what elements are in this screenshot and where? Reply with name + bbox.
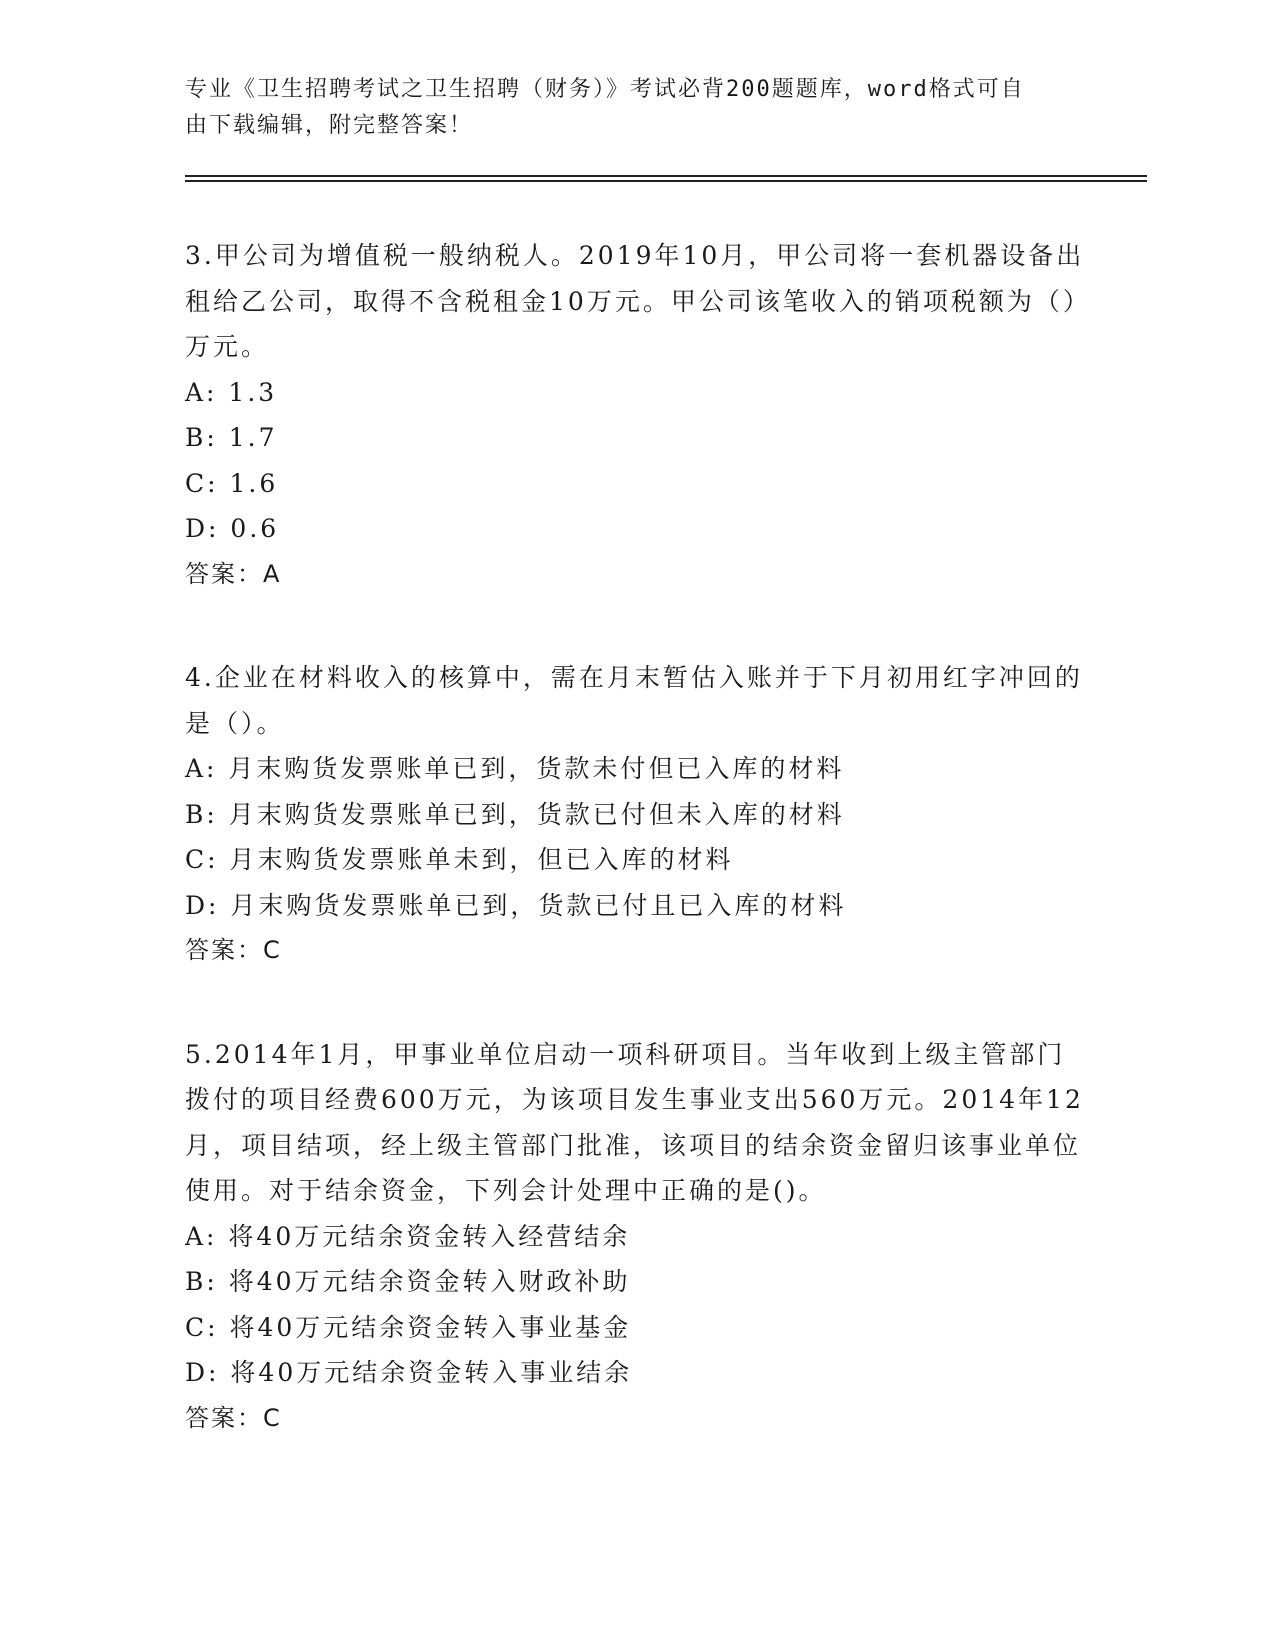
answer-label: 答案：C bbox=[185, 1403, 282, 1432]
question-stem: 3.甲公司为增值税一般纳税人。2019年10月，甲公司将一套机器设备出租给乙公司，取得不含税租金10万元。甲公司该笔收入的销项税额为（）万元。 bbox=[185, 241, 1085, 361]
question-stem: 4.企业在材料收入的核算中，需在月末暂估入账并于下月初用红字冲回的是（）。 bbox=[185, 663, 1083, 738]
question-stem: 5.2014年1月，甲事业单位启动一项科研项目。当年收到上级主管部门拨付的项目经费600万元，为该项目发生事业支出560万元。2014年12月，项目结项，经上级主管部门批准，该项目的结余资金留归该事业单位使用。对于结余资金，下列会计处理中正确的是()。 bbox=[185, 1039, 1084, 1205]
option-d: D: 0.6 bbox=[185, 514, 280, 543]
option-c: C: 1.6 bbox=[185, 468, 279, 498]
document-header bbox=[185, 72, 1065, 144]
option-c: C: 将40万元结余资金转入事业基金 bbox=[185, 1312, 632, 1342]
option-c: C: 月末购货发票账单未到，但已入库的材料 bbox=[185, 845, 734, 874]
header-line-2: 由下载编辑，附完整答案！ bbox=[185, 113, 474, 138]
header-divider-bottom bbox=[185, 180, 1147, 182]
question-list bbox=[185, 233, 1085, 1499]
question-4 bbox=[185, 655, 1085, 974]
option-a: A: 1.3 bbox=[185, 377, 278, 407]
question-3 bbox=[185, 233, 1085, 597]
answer-label: 答案：A bbox=[185, 559, 282, 588]
option-d: D: 将40万元结余资金转入事业结余 bbox=[185, 1358, 633, 1387]
option-d: D: 月末购货发票账单已到，货款已付且已入库的材料 bbox=[185, 890, 847, 920]
question-5 bbox=[185, 1032, 1085, 1442]
header-line-1: 专业《卫生招聘考试之卫生招聘（财务）》考试必背200题题库，word格式可自 bbox=[185, 77, 1025, 102]
header-divider-top bbox=[185, 175, 1147, 177]
option-a: A: 将40万元结余资金转入经营结余 bbox=[185, 1221, 631, 1251]
answer-label: 答案：C bbox=[185, 936, 282, 964]
option-b: B: 月末购货发票账单已到，货款已付但未入库的材料 bbox=[185, 799, 845, 829]
option-a: A: 月末购货发票账单已到，货款未付但已入库的材料 bbox=[185, 754, 845, 783]
option-b: B: 将40万元结余资金转入财政补助 bbox=[185, 1267, 631, 1296]
option-b: B: 1.7 bbox=[185, 423, 278, 452]
